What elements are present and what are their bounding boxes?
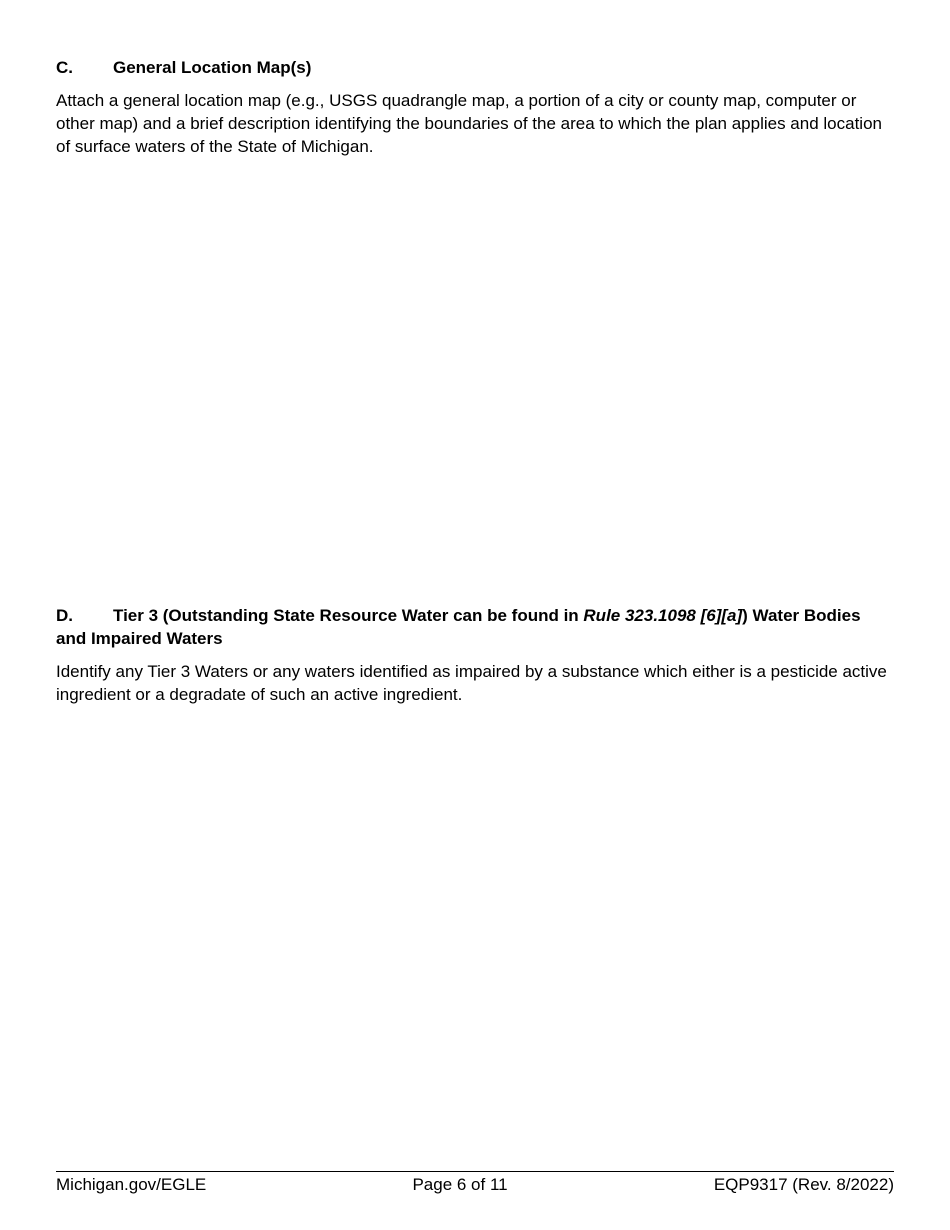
section-c-title: General Location Map(s) bbox=[113, 58, 312, 77]
section-c-body: Attach a general location map (e.g., USGS quadrangle map, a portion of a city or county map, computer or other map) and a brief description identifying the boundaries of the area to which the plan applies and location of surface waters of the State of Michigan. bbox=[56, 91, 882, 156]
section-d-letter: D. bbox=[56, 606, 73, 625]
footer-website: Michigan.gov/EGLE bbox=[56, 1175, 207, 1194]
section-c-letter: C. bbox=[56, 58, 73, 77]
section-d bbox=[56, 604, 894, 706]
section-d-body: Identify any Tier 3 Waters or any waters identified as impaired by a substance which either is a pesticide active ingredient or a degradate of such an active ingredient. bbox=[56, 662, 887, 704]
section-c bbox=[56, 56, 894, 158]
section-d-title-rule: Rule 323.1098 [6][a] bbox=[583, 606, 743, 625]
section-d-title-part2: ) Water Bodies and Impaired Waters bbox=[56, 606, 861, 648]
footer-page-number: Page 6 of 11 bbox=[412, 1175, 508, 1194]
section-d-heading bbox=[56, 604, 894, 650]
page-footer bbox=[56, 1171, 894, 1196]
section-d-title-part1: Tier 3 (Outstanding State Resource Water can be found in bbox=[113, 606, 584, 625]
footer-form-id: EQP9317 (Rev. 8/2022) bbox=[713, 1175, 894, 1194]
section-c-heading bbox=[56, 56, 894, 79]
